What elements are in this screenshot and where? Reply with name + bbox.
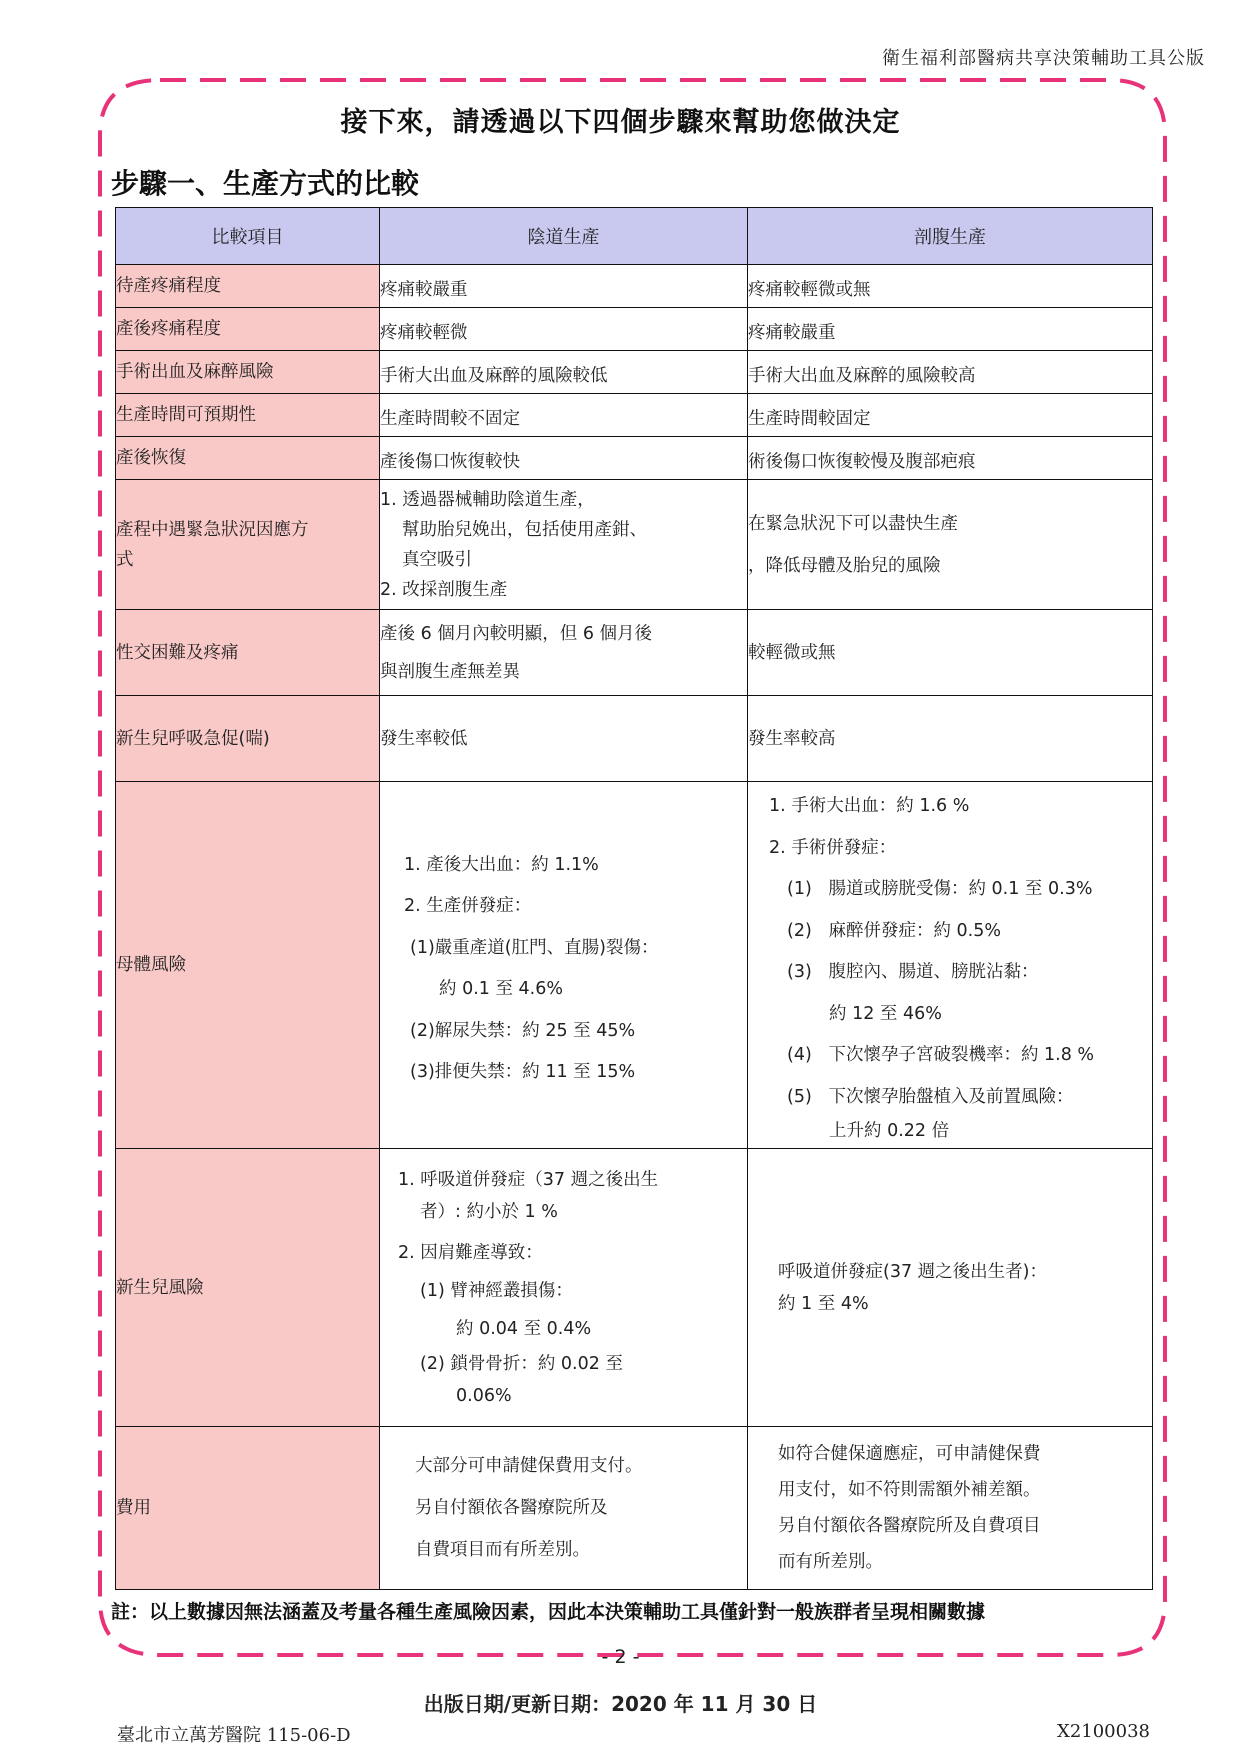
table-row [116,265,1153,308]
cesarean-cell: 術後傷口恢復較慢及腹部疤痕 [748,437,1153,480]
table-row [116,610,1153,696]
table-row [116,308,1153,351]
row-label: 性交困難及疼痛 [116,610,380,696]
vaginal-cell: 1. 產後大出血：約 1.1% 2. 生產併發症： (1)嚴重產道(肛門、直腸)裂傷： 約 0.1 至 4.6% (2)解尿失禁：約 25 至 45% (3)排便失禁：約 11 至 15% [380,782,748,1149]
row-label: 母體風險 [116,782,380,1149]
cesarean-cell: 疼痛較輕微或無 [748,265,1153,308]
main-title: 接下來，請透過以下四個步驟來幫助您做決定 [340,107,901,138]
row-label: 新生兒風險 [116,1149,380,1427]
cesarean-cell: 1. 手術大出血：約 1.6 % 2. 手術併發症： (1) 腸道或膀胱受傷：約 0.1 至 0.3% (2) 麻醉併發症：約 0.5% (3) 腹腔內、腸道、膀胱沾黏： 約 12 至 46% (4) 下次懷孕子宮破裂機率：約 1.8 % (5) 下次懷孕胎盤植入及前置風險： 上升約 0.22 倍 [748,782,1153,1149]
table-row [116,437,1153,480]
header-cesarean: 剖腹生產 [748,208,1153,265]
row-label: 新生兒呼吸急促(喘) [116,696,380,782]
table-row [116,1149,1153,1427]
table-row [116,1427,1153,1590]
data-note: 註：以上數據因無法涵蓋及考量各種生產風險因素，因此本決策輔助工具僅針對一般族群者呈現相關數據 [111,1601,986,1623]
vaginal-cell: 1. 透過器械輔助陰道生產， 幫助胎兒娩出，包括使用產鉗、 真空吸引 2. 改採剖腹生產 [380,480,748,610]
cesarean-cell: 手術大出血及麻醉的風險較高 [748,351,1153,394]
cesarean-cell: 如符合健保適應症，可申請健保費 用支付，如不符則需額外補差額。 另自付額依各醫療院所及自費項目 而有所差別。 [748,1427,1153,1590]
table-row [116,394,1153,437]
cesarean-cell: 生產時間較固定 [748,394,1153,437]
row-label: 生產時間可預期性 [116,394,380,437]
hospital-code: 臺北市立萬芳醫院 115-06-D [117,1725,351,1746]
vaginal-cell: 產後 6 個月內較明顯，但 6 個月後 與剖腹生產無差異 [380,610,748,696]
row-label: 費用 [116,1427,380,1590]
org-title: 衛生福利部醫病共享決策輔助工具公版 [882,48,1205,69]
row-label: 待產疼痛程度 [116,265,380,308]
vaginal-cell: 疼痛較輕微 [380,308,748,351]
table-row [116,696,1153,782]
row-label: 產後疼痛程度 [116,308,380,351]
vaginal-cell: 產後傷口恢復較快 [380,437,748,480]
row-label: 手術出血及麻醉風險 [116,351,380,394]
vaginal-cell: 大部分可申請健保費用支付。 另自付額依各醫療院所及 自費項目而有所差別。 [380,1427,748,1590]
header-item: 比較項目 [116,208,380,265]
cesarean-cell: 在緊急狀況下可以盡快生產 ，降低母體及胎兒的風險 [748,480,1153,610]
vaginal-cell: 疼痛較嚴重 [380,265,748,308]
cesarean-cell: 較輕微或無 [748,610,1153,696]
header-vaginal: 陰道生產 [380,208,748,265]
step-title: 步驟一、生產方式的比較 [111,167,420,200]
row-label: 產後恢復 [116,437,380,480]
page-number: - 2 - [601,1646,640,1668]
table-row [116,351,1153,394]
comparison-table [115,207,1153,1590]
vaginal-cell: 1. 呼吸道併發症（37 週之後出生 者）: 約小於 1 % 2. 因肩難產導致： (1) 臂神經叢損傷： 約 0.04 至 0.4% (2) 鎖骨骨折：約 0.02 至 0.06% [380,1149,748,1427]
publish-date: 出版日期/更新日期：2020 年 11 月 30 日 [423,1692,818,1716]
cesarean-cell: 呼吸道併發症(37 週之後出生者)： 約 1 至 4% [748,1149,1153,1427]
vaginal-cell: 發生率較低 [380,696,748,782]
row-label: 產程中遇緊急狀況因應方 式 [116,480,380,610]
table-row [116,480,1153,610]
table-header-row [116,208,1153,265]
cesarean-cell: 發生率較高 [748,696,1153,782]
vaginal-cell: 生產時間較不固定 [380,394,748,437]
table-row [116,782,1153,1149]
cesarean-cell: 疼痛較嚴重 [748,308,1153,351]
doc-code: X2100038 [1057,1721,1150,1742]
vaginal-cell: 手術大出血及麻醉的風險較低 [380,351,748,394]
